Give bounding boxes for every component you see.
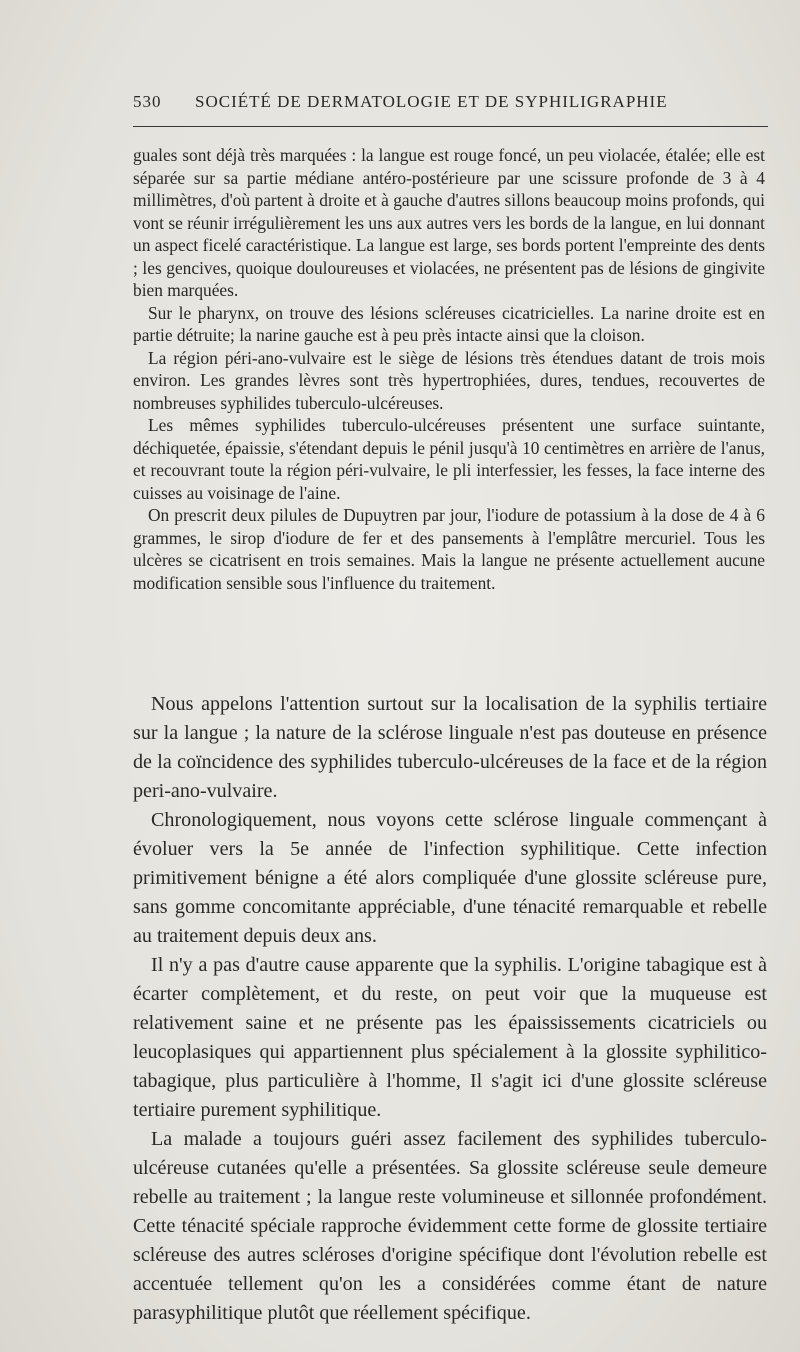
paragraph: Les mêmes syphilides tuberculo-ulcéreuses présentent une surface suintante, déchiquetée, épaissie, s'étendant depuis le pénil jusqu'à 10 centimètres en arrière de l'anus, et recouvrant toute la région péri-vulvaire, le pli interfessier, les fesses, la face interne des cuisses au voisinage de l'aine. [133, 415, 765, 503]
page-number: 530 [133, 92, 162, 111]
paragraph: La région péri-ano-vulvaire est le siège de lésions très étendues datant de trois mois environ. Les grandes lèvres sont très hypertrophiées, dures, tendues, recouvertes de nombreuses syphilides tuberculo-ulcéreuses. [133, 347, 765, 413]
commentary-text [133, 690, 767, 1328]
page-header [133, 92, 768, 112]
paragraph: Nous appelons l'attention surtout sur la localisation de la syphilis tertiaire sur la langue ; la nature de la sclérose linguale n'est pas douteuse en présence de la coïncidence des syphilides tuberculo-ulcéreuses de la face et de la région peri-ano-vulvaire. [133, 693, 767, 802]
paragraph: Chronologiquement, nous voyons cette sclérose linguale commençant à évoluer vers la 5e année de l'infection syphilitique. Cette infection primitivement bénigne a été alors compliquée d'une glossite scléreuse pure, sans gomme concomitante appréciable, d'une ténacité remarquable et rebelle au traitement depuis deux ans. [133, 809, 767, 947]
paragraph: On prescrit deux pilules de Dupuytren par jour, l'iodure de potassium à la dose de 4 à 6 grammes, le sirop d'iodure de fer et des pansements à l'emplâtre mercuriel. Tous les ulcères se cicatrisent en trois semaines. Mais la langue ne présente actuellement aucune modification sensible sous l'influence du traitement. [133, 505, 765, 593]
header-rule [133, 126, 768, 127]
paragraph: guales sont déjà très marquées : la langue est rouge foncé, un peu violacée, étalée; elle est séparée sur sa partie médiane antéro-postérieure par une scissure profonde de 3 à 4 millimètres, d'où partent à droite et à gauche d'autres sillons beaucoup moins profonds, qui vont se réunir irrégulièrement les uns aux autres vers les bords de la langue, en lui donnant un aspect ficelé caractéristique. La langue est large, ses bords portent l'empreinte des dents ; les gencives, quoique douloureuses et violacées, ne présentent pas de lésions de gingivite bien marquées. [133, 145, 765, 300]
paragraph: Il n'y a pas d'autre cause apparente que la syphilis. L'origine tabagique est à écarter complètement, et du reste, on peut voir que la muqueuse est relativement saine et ne présente pas les épaississements cicatriciels ou leucoplasiques qui appartiennent plus spécialement à la glossite syphilitico-tabagique, plus particulière à l'homme, Il s'agit ici d'une glossite scléreuse tertiaire purement syphilitique. [133, 954, 767, 1121]
running-title: SOCIÉTÉ DE DERMATOLOGIE ET DE SYPHILIGRAPHIE [195, 92, 668, 111]
observation-text [133, 144, 765, 594]
paragraph: La malade a toujours guéri assez facilement des syphilides tuberculo-ulcéreuse cutanées qu'elle a présentées. Sa glossite scléreuse seule demeure rebelle au traitement ; la langue reste volumineuse et sillonnée profondément. Cette ténacité spéciale rapproche évidemment cette forme de glossite tertiaire scléreuse des autres scléroses d'origine spécifique dont l'évolution rebelle est accentuée tellement qu'on les a considérées comme étant de nature parasyphilitique plutôt que réellement spécifique. [133, 1128, 767, 1324]
paragraph: Sur le pharynx, on trouve des lésions scléreuses cicatricielles. La narine droite est en partie détruite; la narine gauche est à peu près intacte ainsi que la cloison. [133, 302, 765, 345]
